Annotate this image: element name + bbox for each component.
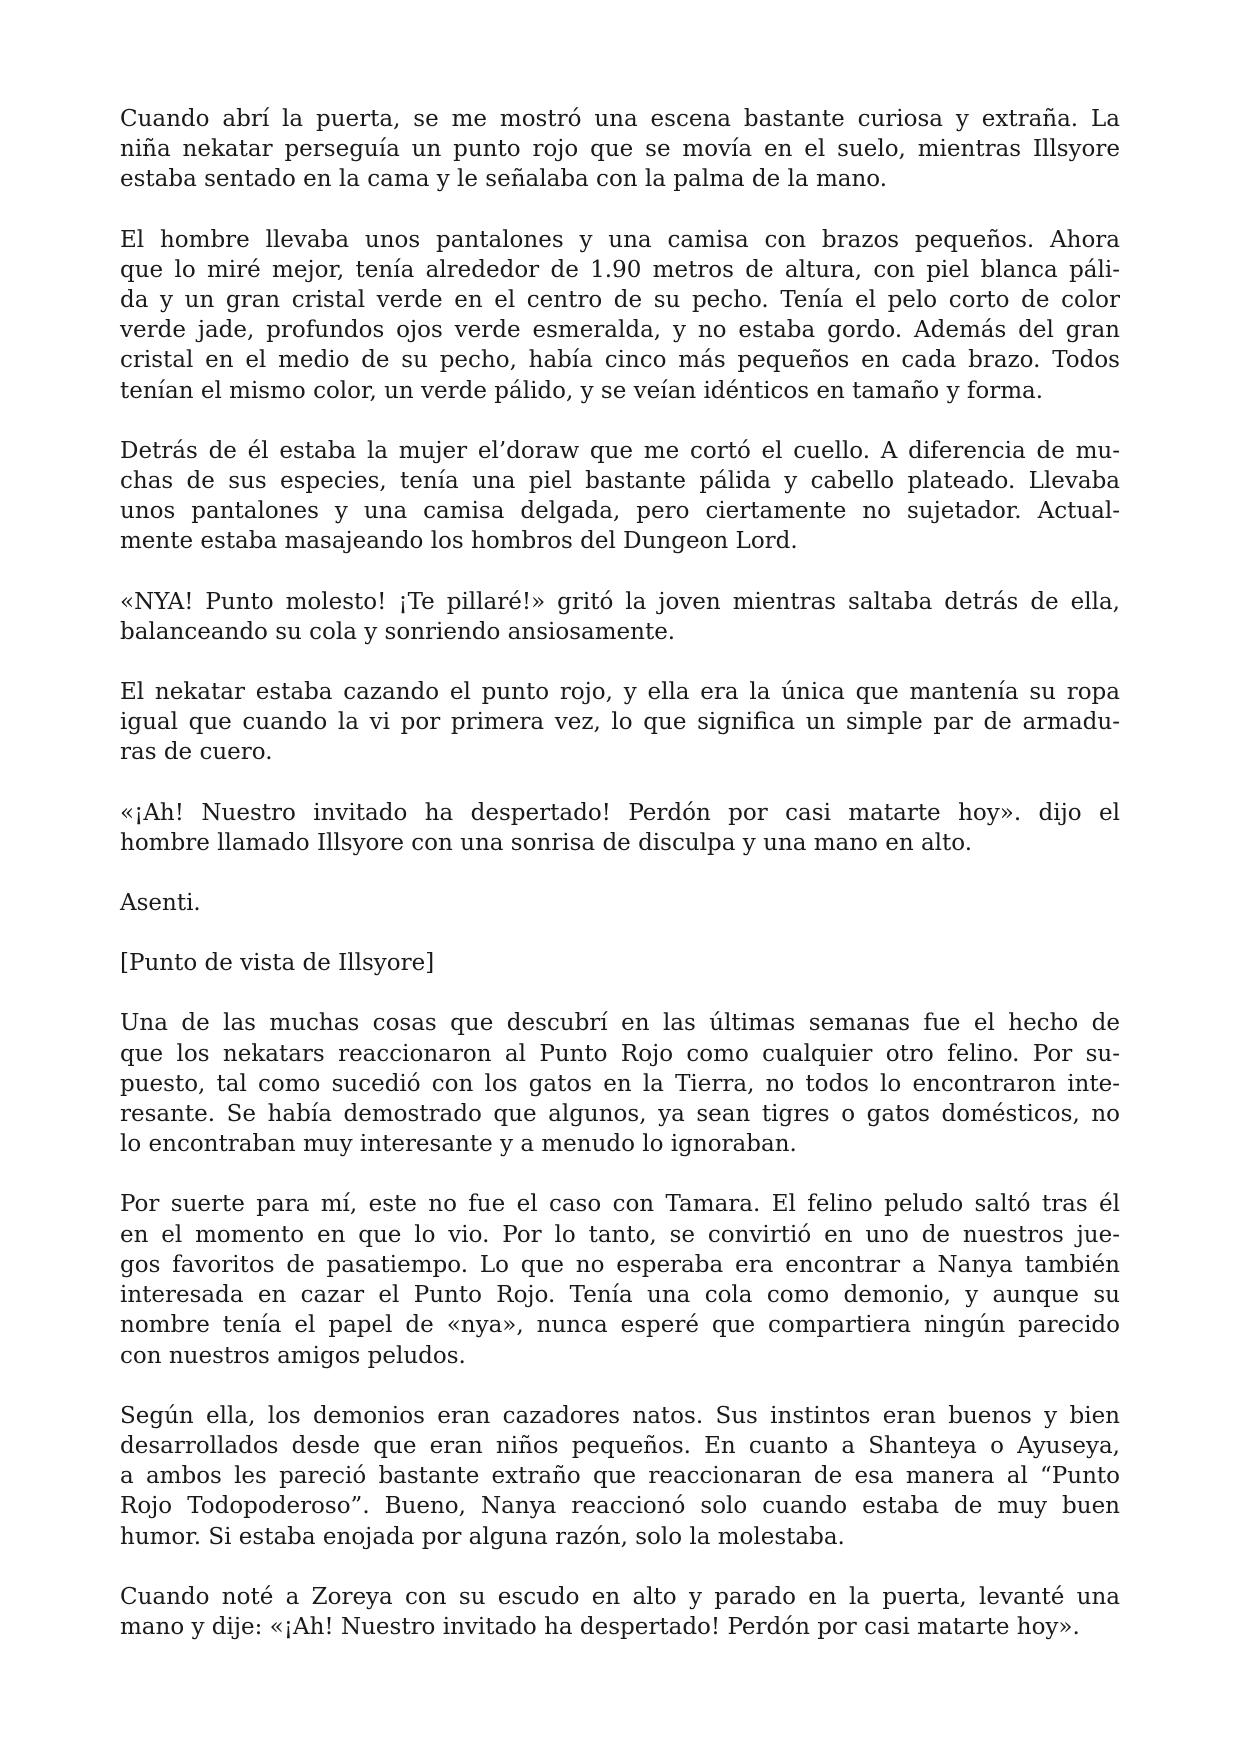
text-line: Por suerte para mí, este no fue el caso con Tamara. El felino peludo saltó tras él [120,1191,1120,1218]
text-line: «¡Ah! Nuestro invitado ha despertado! Perdón por casi matarte hoy». dijo el [120,799,1120,826]
text-line: igual que cuando la vi por primera vez, lo que significa un simple par de armadu- [120,709,1120,736]
text-line: tenían el mismo color, un verde pálido, y se veían idénticos en tamaño y forma. [120,377,1044,404]
paragraph [120,104,1120,195]
text-line: gos favoritos de pasatiempo. Lo que no esperaba era encontrar a Nanya también [120,1251,1120,1278]
text-line: verde jade, profundos ojos verde esmeralda, y no estaba gordo. Además del gran [120,317,1120,344]
text-line: Asenti. [120,890,201,917]
paragraph [120,225,1120,406]
text-line: da y un gran cristal verde en el centro de su pecho. Tenía el pelo corto de color [120,287,1120,314]
paragraph [120,677,1120,768]
paragraph [120,948,1120,978]
text-line: El nekatar estaba cazando el punto rojo, y ella era la única que mantenía su ropa [120,679,1120,706]
text-line: humor. Si estaba enojada por alguna razón, solo la molestaba. [120,1523,845,1550]
text-line: mente estaba masajeando los hombros del Dungeon Lord. [120,528,798,555]
text-line: lo encontraban muy interesante y a menudo lo ignoraban. [120,1131,797,1158]
paragraph [120,888,1120,918]
text-line: balanceando su cola y sonriendo ansiosamente. [120,618,676,645]
text-line: estaba sentado en la cama y le señalaba con la palma de la mano. [120,166,888,193]
paragraph [120,436,1120,557]
document-body [120,104,1120,1642]
text-line: hombre llamado Illsyore con una sonrisa de disculpa y una mano en alto. [120,829,973,856]
text-line: Detrás de él estaba la mujer el’doraw que me cortó el cuello. A diferencia de mu- [120,437,1120,464]
text-line: mano y dije: «¡Ah! Nuestro invitado ha despertado! Perdón por casi matarte hoy». [120,1613,1080,1640]
paragraph [120,1401,1120,1552]
text-line: [Punto de vista de Illsyore] [120,950,435,977]
text-line: unos pantalones y una camisa delgada, pero ciertamente no sujetador. Actual- [120,498,1120,525]
text-line: interesada en cazar el Punto Rojo. Tenía una cola como demonio, y aunque su [120,1282,1120,1309]
paragraph [120,1008,1120,1159]
text-line: cristal en el medio de su pecho, había cinco más pequeños en cada brazo. Todos [120,347,1120,374]
text-line: con nuestros amigos peludos. [120,1342,466,1369]
text-line: puesto, tal como sucedió con los gatos en la Tierra, no todos lo encontraron inte- [120,1070,1120,1097]
text-line: «NYA! Punto molesto! ¡Te pillaré!» gritó la joven mientras saltaba detrás de ella, [120,588,1120,615]
text-line: Según ella, los demonios eran cazadores natos. Sus instintos eran buenos y bien [120,1402,1120,1429]
text-line: que lo miré mejor, tenía alrededor de 1.90 metros de altura, con piel blanca páli- [120,256,1120,283]
text-line: en el momento en que lo vio. Por lo tanto, se convirtió en uno de nuestros jue- [120,1221,1120,1248]
paragraph [120,1189,1120,1370]
paragraph [120,587,1120,647]
text-line: Una de las muchas cosas que descubrí en las últimas semanas fue el hecho de [120,1010,1120,1037]
text-line: Cuando noté a Zoreya con su escudo en alto y parado en la puerta, levanté una [120,1583,1120,1610]
text-line: desarrollados desde que eran niños pequeños. En cuanto a Shanteya o Ayuseya, [120,1432,1120,1459]
text-line: a ambos les pareció bastante extraño que reaccionaran de esa manera al “Punto [120,1463,1120,1490]
text-line: Rojo Todopoderoso”. Bueno, Nanya reaccionó solo cuando estaba de muy buen [120,1493,1120,1520]
text-line: nombre tenía el papel de «nya», nunca esperé que compartiera ningún parecido [120,1312,1120,1339]
text-line: niña nekatar perseguía un punto rojo que se movía en el suelo, mientras Illsyore [120,136,1120,163]
text-line: Cuando abrí la puerta, se me mostró una escena bastante curiosa y extraña. La [120,106,1120,132]
paragraph [120,1582,1120,1642]
text-line: ras de cuero. [120,739,273,766]
text-line: El hombre llevaba unos pantalones y una camisa con brazos pequeños. Ahora [120,226,1120,253]
text-line: que los nekatars reaccionaron al Punto Rojo como cualquier otro felino. Por su- [120,1040,1120,1067]
text-line: chas de sus especies, tenía una piel bastante pálida y cabello plateado. Llevaba [120,468,1120,495]
paragraph [120,798,1120,858]
text-line: resante. Se había demostrado que algunos, ya sean tigres o gatos domésticos, no [120,1101,1120,1128]
